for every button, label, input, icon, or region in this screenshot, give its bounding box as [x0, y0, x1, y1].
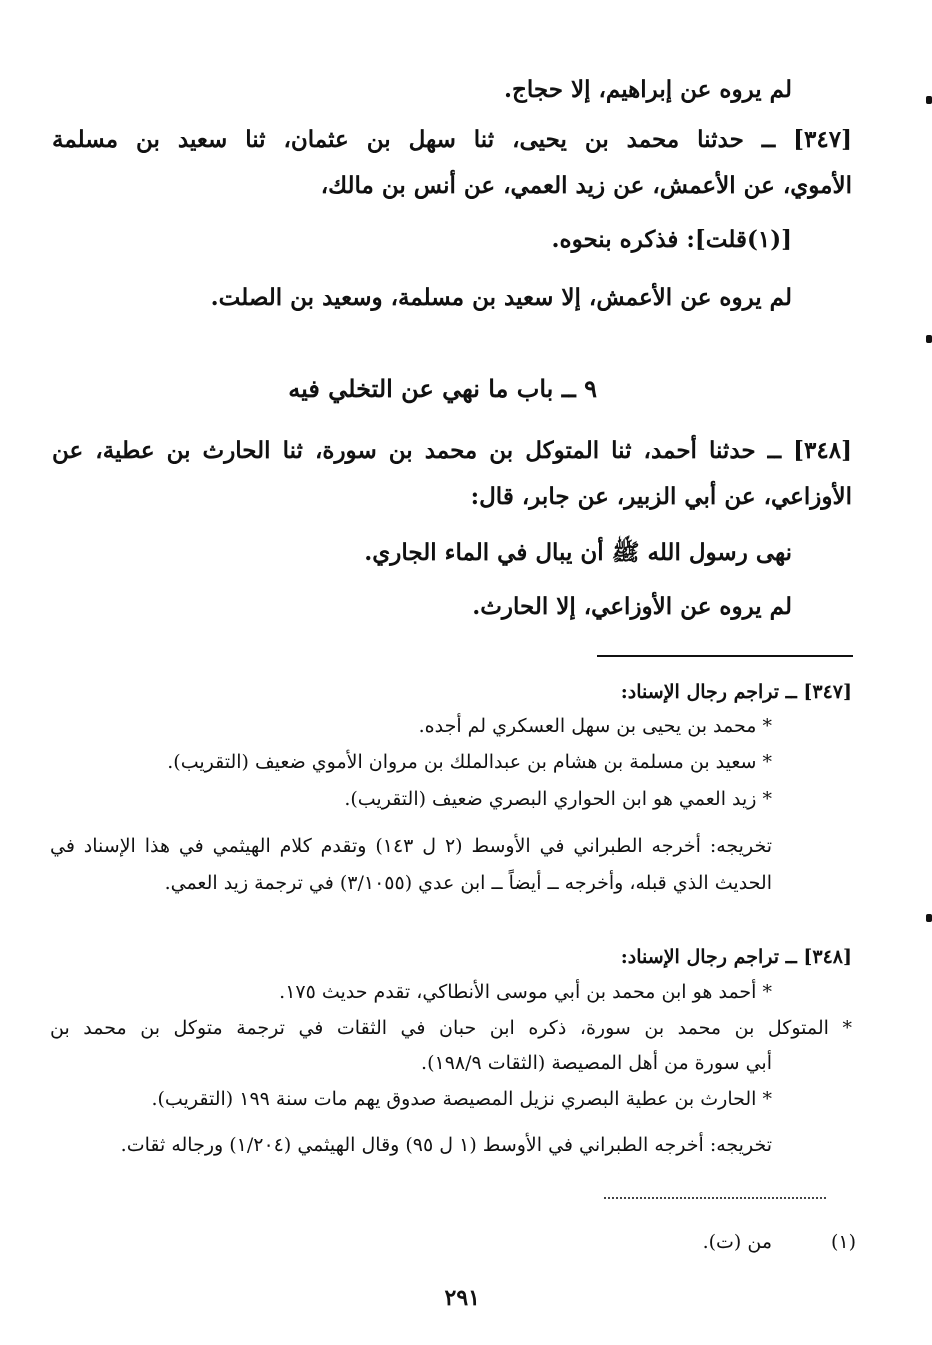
hadith-347-line-1: [٣٤٧] ــ حدثنا محمد بن يحيى، ثنا سهل بن عثمان، ثنا سعيد بن مسلمة — [52, 126, 852, 153]
scan-mark — [926, 335, 932, 343]
hadith-348-line-4: لم يروه عن الأوزاعي، إلا الحارث. — [472, 593, 792, 620]
notes-347-heading: [٣٤٧] ــ تراجم رجال الإسناد: — [620, 681, 852, 703]
hadith-348-line-1: [٣٤٨] ــ حدثنا أحمد، ثنا المتوكل بن محمد بن سورة، ثنا الحارث بن عطية، عن — [52, 437, 852, 464]
text-line: لم يروه عن إبراهيم، إلا حجاج. — [504, 76, 792, 103]
chapter-heading: ٩ ــ باب ما نهي عن التخلي فيه — [288, 374, 597, 403]
hadith-347-line-3: [(١)قلت]: فذكره بنحوه. — [551, 226, 792, 253]
footnote-text: من (ت). — [702, 1231, 772, 1253]
notes-348-item: * الحارث بن عطية البصري نزيل المصيصة صدوق يهم مات سنة ١٩٩ (التقريب). — [151, 1088, 772, 1110]
notes-348-item: * أحمد هو ابن محمد بن أبي موسى الأنطاكي، تقدم حديث ١٧٥. — [279, 981, 772, 1003]
scan-mark — [926, 96, 932, 104]
hadith-347-line-2: الأموي، عن الأعمش، عن زيد العمي، عن أنس بن مالك، — [320, 172, 852, 199]
notes-347-item: * زيد العمي هو ابن الحواري البصري ضعيف (التقريب). — [344, 788, 772, 810]
notes-347-takhrij-1: تخريجه: أخرجه الطبراني في الأوسط (٢ ل ١٤٣) وتقدم كلام الهيثمي في هذا الإسناد في — [50, 835, 772, 857]
notes-347-takhrij-2: الحديث الذي قبله، وأخرجه ــ أيضاً ــ ابن عدي (٣/١٠٥٥) في ترجمة زيد العمي. — [164, 872, 772, 894]
notes-347-item: * سعيد بن مسلمة بن هشام بن عبدالملك بن مروان الأموي ضعيف (التقريب). — [167, 751, 772, 773]
hadith-348-line-2: الأوزاعي، عن أبي الزبير، عن جابر، قال: — [470, 483, 852, 510]
footnote-separator-dots — [604, 1197, 826, 1199]
footnote-divider — [597, 655, 853, 657]
notes-348-item-cont: أبي سورة من أهل المصيصة (الثقات ١٩٨/٩). — [421, 1052, 772, 1074]
hadith-348-line-3: نهى رسول الله ﷺ أن يبال في الماء الجاري. — [364, 539, 792, 566]
footnote-number: (١) — [830, 1231, 856, 1253]
notes-348-takhrij: تخريجه: أخرجه الطبراني في الأوسط (١ ل ٩٥) وقال الهيثمي (١/٢٠٤) ورجاله ثقات. — [120, 1134, 772, 1156]
hadith-347-line-4: لم يروه عن الأعمش، إلا سعيد بن مسلمة، وسعيد بن الصلت. — [210, 284, 792, 311]
notes-348-heading: [٣٤٨] ــ تراجم رجال الإسناد: — [620, 946, 852, 968]
scan-mark — [926, 914, 932, 922]
page-number: ٢٩١ — [444, 1285, 480, 1311]
notes-347-item: * محمد بن يحيى بن سهل العسكري لم أجده. — [418, 715, 772, 737]
notes-348-item: * المتوكل بن محمد بن سورة، ذكره ابن حبان في الثقات في ترجمة متوكل بن محمد بن — [50, 1017, 852, 1039]
